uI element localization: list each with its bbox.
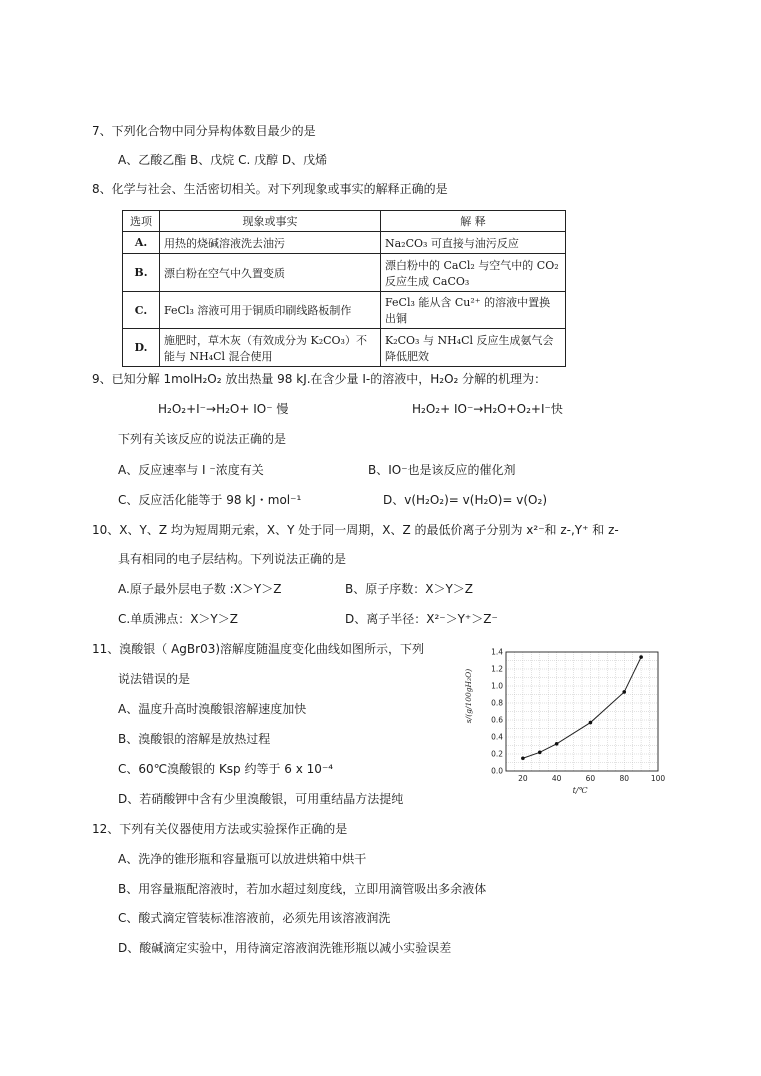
q11-option-a: A、温度升高时溴酸银溶解速度加快: [118, 702, 307, 716]
q11-stem-2: 说法错误的是: [118, 672, 191, 686]
table-cell: C.: [123, 292, 160, 329]
q9-sub: 下列有关该反应的说法正确的是: [118, 432, 287, 446]
q9-equation-1: H₂O₂+I⁻→H₂O+ IO⁻ 慢: [158, 402, 289, 416]
table-cell: 漂白粉中的 CaCl₂ 与空气中的 CO₂ 反应生成 CaCO₃: [381, 254, 566, 292]
q8-table: [122, 210, 566, 367]
data-point: [622, 690, 626, 694]
q10-option-d: D、离子半径：X²⁻＞Y⁺＞Z⁻: [345, 612, 498, 626]
q10-option-c: C.单质沸点：X＞Y＞Z: [118, 612, 238, 626]
table-header: 解 释: [381, 211, 566, 232]
data-point: [521, 756, 525, 760]
table-row: [123, 329, 566, 367]
x-tick-label: 20: [518, 774, 528, 783]
q8-stem: 8、化学与社会、生活密切相关。对下列现象或事实的解释正确的是: [92, 182, 448, 196]
table-row: [123, 292, 566, 329]
q12-option-b: B、用容量瓶配溶液时，若加水超过刻度线，立即用滴管吸出多余液体: [118, 882, 487, 896]
q7-stem: 7、下列化合物中同分异构体数目最少的是: [92, 124, 316, 138]
table-cell: 用热的烧碱溶液洗去油污: [160, 232, 381, 254]
q12-option-a: A、洗净的锥形瓶和容量瓶可以放进烘箱中烘干: [118, 852, 367, 866]
q9-option-a: A、反应速率与 I ⁻浓度有关: [118, 463, 264, 477]
y-tick-label: 0.0: [491, 766, 503, 776]
x-axis-label: t/℃: [572, 786, 588, 795]
table-cell: 施肥时，草木灰（有效成分为 K₂CO₃）不能与 NH₄Cl 混合使用: [160, 329, 381, 367]
q10-stem-2: 具有相同的电子层结构。下列说法正确的是: [118, 552, 347, 566]
q9-stem: 9、已知分解 1molH₂O₂ 放出热量 98 kJ.在含少量 I-的溶液中，H₂O₂ 分解的机理为：: [92, 372, 547, 386]
table-cell: B.: [123, 254, 160, 292]
data-point: [639, 655, 643, 659]
y-tick-label: 1.0: [491, 681, 503, 691]
solubility-chart: [458, 646, 668, 796]
q11-option-d: D、若硝酸钾中含有少里溴酸银，可用重结晶方法提纯: [118, 792, 404, 806]
table-row: [123, 254, 566, 292]
table-cell: FeCl₃ 溶液可用于铜质印刷线路板制作: [160, 292, 381, 329]
q10-option-b: B、原子序数：X＞Y＞Z: [345, 582, 474, 596]
table-header: 现象或事实: [160, 211, 381, 232]
q12-stem: 12、下列有关仪器使用方法或实验探作正确的是: [92, 822, 348, 836]
y-tick-label: 0.8: [491, 698, 503, 708]
q10-option-a: A.原子最外层电子数 :X＞Y＞Z: [118, 582, 282, 596]
x-tick-label: 80: [619, 774, 629, 783]
q9-option-b: B、IO⁻也是该反应的催化剂: [368, 463, 516, 477]
table-cell: D.: [123, 329, 160, 367]
table-cell: FeCl₃ 能从含 Cu²⁺ 的溶液中置换出铜: [381, 292, 566, 329]
table-header-row: [123, 211, 566, 232]
table-row: [123, 232, 566, 254]
q9-equation-2: H₂O₂+ IO⁻→H₂O+O₂+I⁻快: [412, 402, 563, 416]
q7-options: A、乙酸乙酯 B、戊烷 C. 戊醇 D、戊烯: [118, 153, 328, 167]
data-point: [589, 721, 593, 725]
y-tick-label: 0.2: [491, 749, 503, 759]
table-cell: 漂白粉在空气中久置变质: [160, 254, 381, 292]
q11-stem-1: 11、溴酸银（ AgBr03)溶解度随温度变化曲线如图所示，下列: [92, 642, 425, 656]
q11-option-c: C、60℃溴酸银的 Ksp 约等于 6 x 10⁻⁴: [118, 762, 334, 776]
x-tick-label: 60: [585, 774, 596, 783]
x-tick-label: 40: [551, 774, 562, 783]
q10-stem-1: 10、X、Y、Z 均为短周期元索，X、Y 处于同一周期，X、Z 的最低价离子分别为 x²⁻和 z-,Y⁺ 和 z-: [92, 523, 619, 537]
data-point: [538, 751, 542, 755]
q12-option-c: C、酸式滴定管装标准溶液前，必须先用该溶液润洗: [118, 911, 391, 925]
y-tick-label: 0.4: [491, 732, 503, 742]
table-cell: K₂CO₃ 与 NH₄Cl 反应生成氨气会降低肥效: [381, 329, 566, 367]
y-axis-label: s/(g/100gH₂O): [464, 668, 473, 724]
y-tick-label: 1.4: [491, 647, 503, 657]
q9-option-d: D、v(H₂O₂)= v(H₂O)= v(O₂): [383, 493, 547, 507]
table-cell: Na₂CO₃ 可直接与油污反应: [381, 232, 566, 254]
q9-option-c: C、反应活化能等于 98 kJ・mol⁻¹: [118, 493, 302, 507]
x-tick-label: 100: [650, 774, 666, 783]
q12-option-d: D、酸碱滴定实验中，用待滴定溶液润洗锥形瓶以减小实验误差: [118, 941, 452, 955]
table-header: 选项: [123, 211, 160, 232]
table-cell: A.: [123, 232, 160, 254]
data-point: [555, 742, 559, 746]
y-tick-label: 1.2: [491, 664, 503, 674]
y-tick-label: 0.6: [491, 715, 503, 725]
q11-option-b: B、溴酸银的溶解是放热过程: [118, 732, 271, 746]
